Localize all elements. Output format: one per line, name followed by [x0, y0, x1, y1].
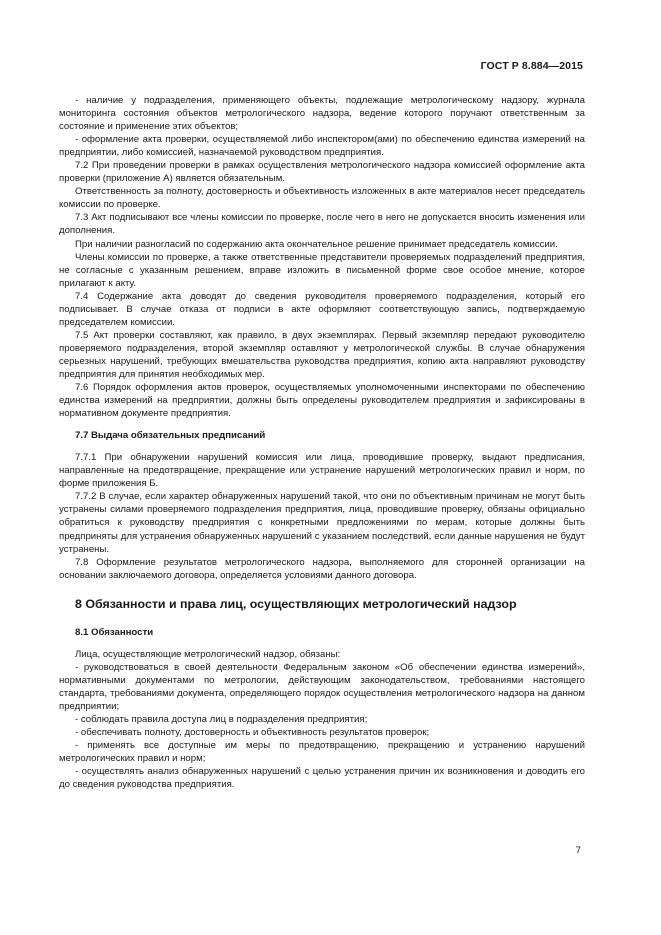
document-body	[59, 94, 585, 791]
paragraph: Лица, осуществляющие метрологический надзор, обязаны:	[75, 648, 341, 660]
paragraph: При наличии разногласий по содержанию акта окончательное решение принимает председатель комиссии.	[75, 238, 558, 250]
list-item: - обеспечивать полноту, достоверность и объективность результатов проверок;	[75, 727, 430, 739]
paragraph: Члены комиссии по проверке, а также ответственные представители проверяемых подразделений предприятия, не согласные с указанным решением, вправе изложить в письменной форме свое особое мнение, которое прилагают к акту.	[59, 251, 585, 289]
document-code: ГОСТ Р 8.884—2015	[480, 60, 583, 72]
subsection-heading: 8.1 Обязанности	[75, 626, 154, 638]
paragraph: 7.2 При проведении проверки в рамках осуществления метрологического надзора комиссией оформление акта проверки (приложение А) является обязательным.	[59, 160, 585, 185]
section-heading: 8 Обязанности и права лиц, осуществляющих метрологический надзор	[75, 596, 517, 611]
paragraph: 7.3 Акт подписывают все члены комиссии по проверке, после чего в него не допускается вносить изменения или дополнения.	[59, 212, 585, 237]
paragraph: 7.7.2 В случае, если характер обнаруженных нарушений такой, что они по объективным причинам не могут быть устранены силами проверяемого подразделения предприятия, лица, проводившие проверку, обязаны официально обратиться к руководству предприятия с конкретными предложениями по мерам, которые должны быть предприняты для устранения обнаруженных нарушений с указанием последствий, если данные нарушения не будут устранены.	[59, 491, 585, 555]
paragraph: - наличие у подразделения, применяющего объекты, подлежащие метрологическому надзору, журнала мониторинга состояния объектов метрологического надзора, ведение которого поручают ответственным за состояние и применение этих объектов;	[59, 95, 585, 133]
paragraph: Ответственность за полноту, достоверность и объективность изложенных в акте материалов несет председатель комиссии по проверке.	[59, 186, 585, 211]
paragraph: 7.8 Оформление результатов метрологического надзора, выполняемого для сторонней организации на основании заключаемого договора, определяется условиями данного договора.	[59, 556, 585, 581]
paragraph: 7.5 Акт проверки составляют, как правило, в двух экземплярах. Первый экземпляр передают руководителю проверяемого подразделения, второй экземпляр оставляют у метрологической службы. В случае обнаружения серьезных нарушений, требующих вмешательства руководства предприятия, копию акта направляют руководству предприятия для принятия необходимых мер.	[59, 329, 585, 380]
paragraph: 7.6 Порядок оформления актов проверок, осуществляемых уполномоченными инспекторами по обеспечению единства измерений на предприятии, должны быть определены руководителем предприятия и зафиксированы в нормативном документе предприятия.	[59, 382, 585, 420]
subsection-heading: 7.7 Выдача обязательных предписаний	[75, 430, 266, 442]
list-item: - руководствоваться в своей деятельности Федеральным законом «Об обеспечении единства измерений», нормативными документами по метрологии, действующим законодательством, требованиями настоящего стандарта, требованиями документа, определяющего порядок осуществления метрологического надзора на данном предприятии;	[59, 661, 585, 712]
paragraph: - оформление акта проверки, осуществляемой либо инспектором(ами) по обеспечению единства измерений на предприятии, либо комиссией, назначаемой руководством предприятия.	[59, 134, 585, 159]
list-item: - соблюдать правила доступа лиц в подразделения предприятия;	[75, 713, 368, 725]
page-number: 7	[575, 845, 581, 856]
list-item: - применять все доступные им меры по предотвращению, прекращению и устранению нарушений метрологических правил и норм;	[59, 740, 585, 765]
list-item: - осуществлять анализ обнаруженных нарушений с целью устранения причин их возникновения и доводить его до сведения руководства предприятия.	[59, 766, 585, 791]
paragraph: 7.4 Содержание акта доводят до сведения руководителя проверяемого подразделения, который его подписывает. В случае отказа от подписи в акте оформляют соответствующую запись, подтверждаемую председателем комиссии.	[59, 290, 585, 328]
paragraph: 7.7.1 При обнаружении нарушений комиссия или лица, проводившие проверку, выдают предписания, направленные на предотвращение, прекращение или устранение нарушений метрологических правил и норм, по форме приложения Б.	[59, 452, 585, 490]
